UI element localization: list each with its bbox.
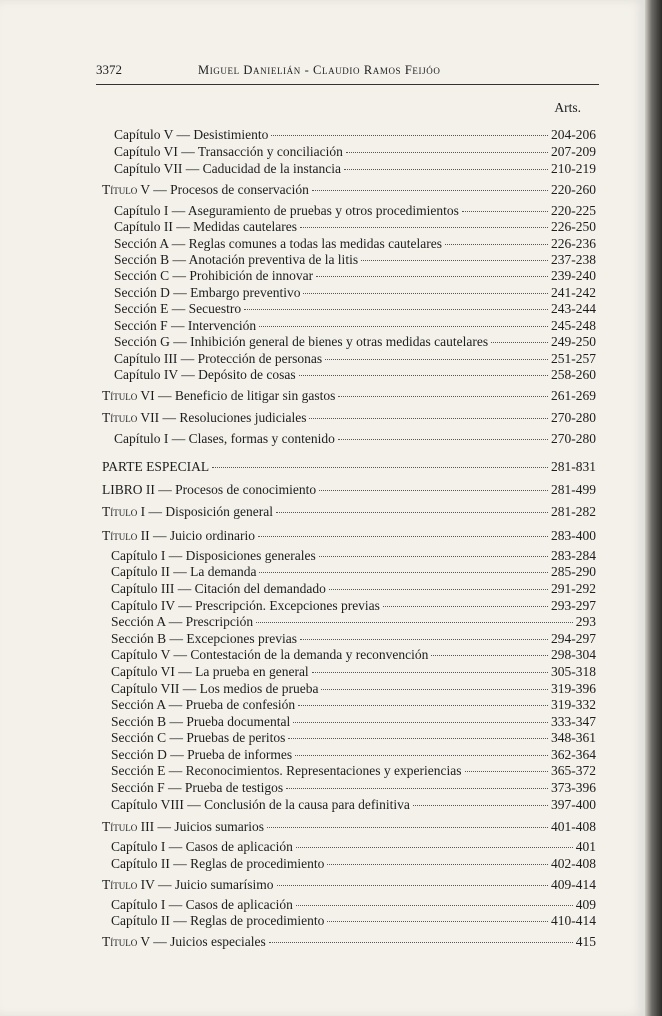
toc-entry-range: 270-280 [551,431,596,446]
toc-entry-title: Capítulo VII — Los medios de prueba [111,681,319,696]
toc-entry [111,855,596,872]
toc-entry-title: Sección A — Prueba de confesión [111,697,296,712]
toc-entry [111,729,596,746]
toc-entry-range: 294-297 [551,631,596,646]
toc-entry-range: 207-209 [551,144,596,159]
dot-leader [319,490,548,491]
toc-entry-range: 283-284 [551,548,596,563]
dot-leader [286,788,548,789]
dot-leader [259,572,548,573]
toc-entry-range: 237-238 [551,252,596,267]
toc-entry-range: 293-297 [551,598,596,613]
dot-leader [293,722,548,723]
toc-entry [102,876,596,893]
toc-entry-title: Título I — Disposición general [102,504,273,519]
toc-entry [102,409,596,426]
dot-leader [346,152,548,153]
toc-entry-title: Título IV — Juicio sumarísimo [102,877,274,892]
toc-entry [102,503,596,520]
dot-leader [267,827,548,828]
dot-leader [327,864,548,865]
toc-entry-title: Sección F — Prueba de testigos [111,780,284,795]
toc-entry-range: 258-260 [551,367,596,382]
dot-leader [312,672,548,673]
dot-leader [299,375,548,376]
toc-entry-range: 291-292 [551,581,596,596]
toc-entry-range: 226-250 [551,219,596,234]
dot-leader [309,418,548,419]
dot-leader [258,536,548,537]
toc-entry-title: Sección C — Pruebas de peritos [111,730,286,745]
toc-entry-range: 281-282 [551,504,596,519]
dot-leader [383,606,548,607]
toc-entry-range: 397-400 [551,797,596,812]
book-spine-shadow [645,0,662,1016]
dot-leader [413,805,548,806]
toc-entry-title: Capítulo VII — Caducidad de la instancia [114,161,341,176]
toc-entry-title: Capítulo II — Reglas de procedimiento [111,913,325,928]
toc-entry-title: Capítulo II — La demanda [111,564,257,579]
toc-entry-title: Capítulo V — Contestación de la demanda y reconvención [111,647,429,662]
toc-entry-title: Capítulo IV — Depósito de cosas [114,367,296,382]
dot-leader [277,885,549,886]
toc-entry [114,143,596,160]
toc-entry [111,746,596,763]
running-head: Miguel Danielián - Claudio Ramos Feijóo [198,63,441,77]
page-number: 3372 [96,62,122,77]
toc-entry-range: 348-361 [551,730,596,745]
toc-entry-range: 305-318 [551,664,596,679]
dot-leader [256,622,573,623]
toc-entry-title: Sección D — Embargo preventivo [114,285,301,300]
toc-entry [114,350,596,367]
toc-entry [114,267,596,284]
toc-entry-range: 402-408 [551,856,596,871]
toc-entry-range: 261-269 [551,388,596,403]
toc-entry [102,458,596,475]
toc-entry [111,896,596,913]
toc-entry-title: Título V — Procesos de conservación [102,182,309,197]
toc-entry [111,563,596,580]
dot-leader [319,556,548,557]
toc-entry [114,235,596,252]
dot-leader [276,512,548,513]
dot-leader [212,467,548,468]
toc-entry-title: Título VI — Beneficio de litigar sin gastos [102,388,336,403]
dot-leader [465,771,548,772]
toc-entry-title: LIBRO II — Procesos de conocimiento [102,482,317,497]
toc-entry [102,387,596,404]
toc-entry-title: Sección A — Prescripción [111,614,254,629]
toc-entry-range: 251-257 [551,351,596,366]
dot-leader [303,293,548,294]
toc-entry-title: Sección E — Secuestro [114,301,242,316]
toc-entry-title: Capítulo II — Reglas de procedimiento [111,856,325,871]
toc-entry [114,202,596,219]
toc-entry [114,284,596,301]
toc-entry-range: 333-347 [551,714,596,729]
dot-leader [300,227,548,228]
toc-entry-range: 281-831 [551,459,596,474]
dot-leader [329,589,548,590]
toc-entry-range: 410-414 [551,913,596,928]
toc-entry-title: Capítulo V — Desistimiento [114,127,269,142]
toc-entry-title: Capítulo III — Citación del demandado [111,581,326,596]
toc-entry-title: Capítulo VI — La prueba en general [111,664,309,679]
toc-entry-range: 270-280 [551,410,596,425]
dot-leader [327,921,548,922]
toc-entry [114,300,596,317]
toc-entry [102,933,596,950]
toc-entry [114,333,596,350]
toc-entry [114,160,596,177]
toc-entry [111,597,596,614]
toc-entry [114,430,596,447]
toc-entry [111,696,596,713]
dot-leader [259,326,548,327]
toc-entry-title: Sección G — Inhibición general de bienes y otras medidas cautelares [114,334,489,349]
toc-entry-range: 285-290 [551,564,596,579]
toc-entry [114,126,596,143]
toc-entry-title: Capítulo I — Clases, formas y contenido [114,431,335,446]
toc-entry-range: 409 [575,897,596,912]
toc-entry-title: Título VII — Resoluciones judiciales [102,410,307,425]
toc-entry-range: 319-396 [551,681,596,696]
toc-entry [114,251,596,268]
dot-leader [361,260,548,261]
toc-entry-range: 243-244 [551,301,596,316]
toc-entry-range: 241-242 [551,285,596,300]
toc-entry [102,818,596,835]
toc-entry-range: 401-408 [551,819,596,834]
dot-leader [296,905,573,906]
toc-entry [111,547,596,564]
toc-entry-title: Capítulo II — Medidas cautelares [114,219,297,234]
dot-leader [298,705,548,706]
toc-entry-range: 245-248 [551,318,596,333]
dot-leader [271,135,548,136]
dot-leader [300,639,548,640]
toc-entry [111,646,596,663]
toc-entry [111,613,596,630]
toc-entry-title: Capítulo I — Casos de aplicación [111,897,293,912]
toc-entry-title: Capítulo III — Protección de personas [114,351,323,366]
toc-entry-title: Título V — Juicios especiales [102,934,266,949]
toc-entry [111,762,596,779]
dot-leader [244,309,548,310]
toc-entry-title: Sección A — Reglas comunes a todas las medidas cautelares [114,236,443,251]
toc-entry [111,713,596,730]
toc-entry [111,838,596,855]
toc-entry [111,663,596,680]
dot-leader [462,211,548,212]
toc-entry-title: Capítulo I — Casos de aplicación [111,839,293,854]
toc-entry-range: 226-236 [551,236,596,251]
toc-entry-range: 362-364 [551,747,596,762]
toc-entry-title: Capítulo VIII — Conclusión de la causa para definitiva [111,797,410,812]
toc-entry-title: Sección B — Anotación preventiva de la litis [114,252,359,267]
dot-leader [338,439,548,440]
toc-entry-range: 239-240 [551,268,596,283]
toc-entry [111,630,596,647]
toc-entry [111,796,596,813]
toc-entry-range: 373-396 [551,780,596,795]
toc-entry-title: Capítulo IV — Prescripción. Excepciones previas [111,598,380,613]
toc-entry [114,317,596,334]
dot-leader [312,190,548,191]
dot-leader [321,689,548,690]
dot-leader [296,847,573,848]
toc-entry [102,181,596,198]
toc-entry-range: 210-219 [551,161,596,176]
dot-leader [288,738,548,739]
toc-entry-range: 204-206 [551,127,596,142]
toc-entry-title: Título II — Juicio ordinario [102,528,255,543]
toc-entry-range: 401 [575,839,596,854]
dot-leader [431,655,548,656]
toc-entry [111,680,596,697]
dot-leader [316,276,548,277]
dot-leader [445,244,548,245]
toc-entry [114,366,596,383]
arts-column-label: Arts. [554,100,581,115]
toc-entry-range: 220-260 [551,182,596,197]
toc-entry-title: Sección E — Reconocimientos. Representaciones y experiencias [111,763,462,778]
toc-entry-title: Título III — Juicios sumarios [102,819,264,834]
toc-entry-range: 249-250 [551,334,596,349]
toc-entry [111,779,596,796]
toc-entry [111,580,596,597]
toc-entry [102,527,596,544]
dot-leader [325,359,548,360]
toc-entry-range: 281-499 [551,482,596,497]
toc-entry-range: 409-414 [551,877,596,892]
dot-leader [295,755,548,756]
toc-entry-range: 319-332 [551,697,596,712]
toc-entry-title: PARTE ESPECIAL [102,459,210,474]
toc-entry-range: 293 [575,614,596,629]
toc-entry-title: Sección F — Intervención [114,318,257,333]
toc-entry-title: Capítulo I — Disposiciones generales [111,548,316,563]
toc-entry [111,912,596,929]
dot-leader [491,342,548,343]
toc-entry [102,481,596,498]
toc-entry-title: Sección B — Prueba documental [111,714,291,729]
dot-leader [344,169,548,170]
toc-entry [114,218,596,235]
toc-entry-title: Sección B — Excepciones previas [111,631,297,646]
toc-entry-title: Sección D — Prueba de informes [111,747,293,762]
toc-entry-title: Capítulo VI — Transacción y conciliación [114,144,343,159]
toc-entry-title: Sección C — Prohibición de innovar [114,268,314,283]
dot-leader [338,396,548,397]
dot-leader [269,942,573,943]
toc-entry-range: 298-304 [551,647,596,662]
toc-entry-range: 283-400 [551,528,596,543]
toc-entry-range: 415 [575,934,596,949]
toc-entry-range: 365-372 [551,763,596,778]
toc-entry-title: Capítulo I — Aseguramiento de pruebas y otros procedimientos [114,203,459,218]
toc-entry-range: 220-225 [551,203,596,218]
